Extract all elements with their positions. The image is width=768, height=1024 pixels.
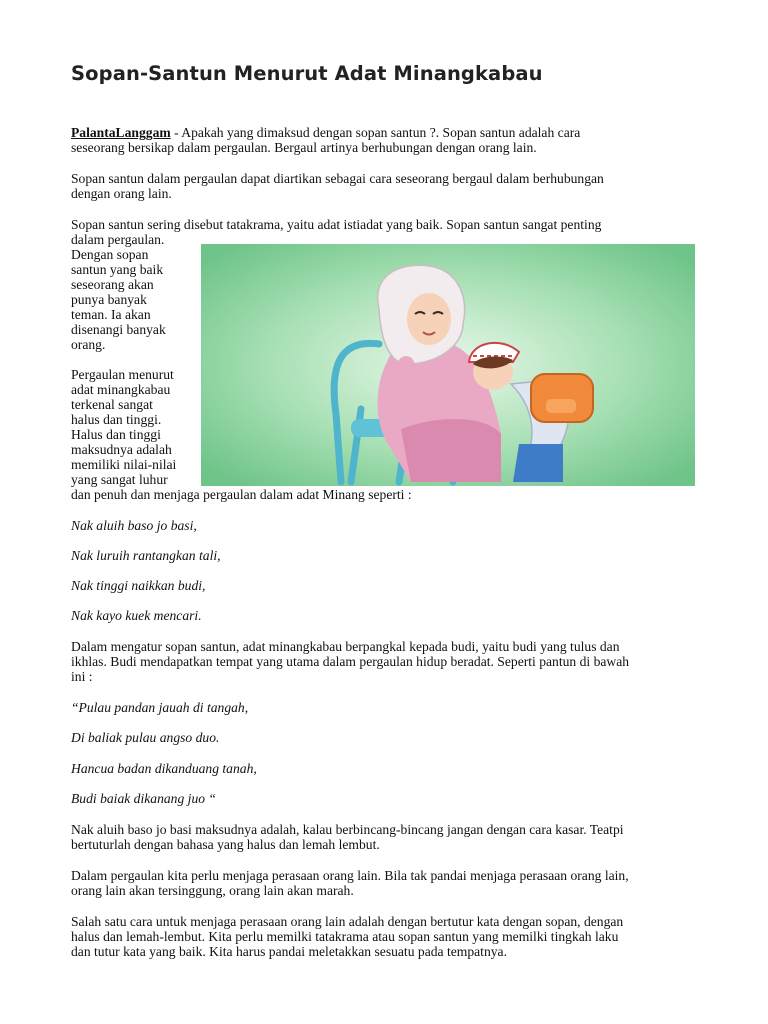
- illustration-mother-child: [201, 244, 695, 486]
- paragraph-line: terkenal sangat: [71, 397, 153, 412]
- paragraph-line: Nak aluih baso jo basi maksudnya adalah, kalau berbincang-bincang jangan dengan cara kasar. Teatpi: [71, 822, 624, 837]
- paragraph-line: orang.: [71, 337, 106, 352]
- paragraph-line: dan tutur kata yang baik. Kita harus pandai meletakkan sesuatu pada tempatnya.: [71, 944, 507, 959]
- paragraph-line: Sopan santun dalam pergaulan dapat diartikan sebagai cara seseorang bergaul dalam berhubungan: [71, 171, 604, 186]
- paragraph-line: dengan orang lain.: [71, 186, 172, 201]
- verse-line: Budi baiak dikanang juo “: [71, 791, 216, 806]
- mother-skirt: [401, 419, 501, 482]
- verse-line: Nak tinggi naikkan budi,: [71, 578, 206, 593]
- paragraph-line: adat minangkabau: [71, 382, 171, 397]
- paragraph-line: dan penuh dan menjaga pergaulan dalam adat Minang seperti :: [71, 487, 412, 502]
- verse-line: Hancua badan dikanduang tanah,: [71, 761, 257, 776]
- verse-line: “Pulau pandan jauah di tangah,: [71, 700, 249, 715]
- paragraph-line: disenangi banyak: [71, 322, 166, 337]
- verse-line: Di baliak pulau angso duo.: [71, 730, 220, 745]
- paragraph-line: halus dan lemah-lembut. Kita perlu memilki tatakrama atau sopan santun yang memilki tingkah laku: [71, 929, 619, 944]
- paragraph-line: halus dan tinggi.: [71, 412, 162, 427]
- paragraph-line: ikhlas. Budi mendapatkan tempat yang utama dalam pergaulan hidup beradat. Seperti pantun di bawah: [71, 654, 630, 669]
- backpack-pocket: [546, 399, 576, 413]
- paragraph-line: seseorang akan: [71, 277, 154, 292]
- paragraph-line: dalam pergaulan.: [71, 232, 165, 247]
- paragraph-line: maksudnya adalah: [71, 442, 172, 457]
- paragraph-line: yang sangat luhur: [71, 472, 168, 487]
- paragraph-line: teman. Ia akan: [71, 307, 151, 322]
- paragraph-line: bertuturlah dengan bahasa yang halus dan lemah lembut.: [71, 837, 380, 852]
- paragraph-line: punya banyak: [71, 292, 147, 307]
- source-name: PalantaLanggam: [71, 125, 171, 140]
- paragraph-line: ini :: [71, 669, 93, 684]
- child-pants: [513, 444, 563, 482]
- paragraph-line: orang lain akan tersinggung, orang lain akan marah.: [71, 883, 354, 898]
- paragraph-line: Dalam pergaulan kita perlu menjaga perasaan orang lain. Bila tak pandai menjaga perasaan orang lain,: [71, 868, 629, 883]
- child-backpack: [531, 374, 593, 422]
- paragraph-line: memiliki nilai-nilai: [71, 457, 177, 472]
- paragraph-line: Halus dan tinggi: [71, 427, 161, 442]
- mother-face: [407, 293, 451, 345]
- paragraph-line: Pergaulan menurut: [71, 367, 174, 382]
- verse-line: Nak kayo kuek mencari.: [71, 608, 202, 623]
- paragraph-line: Sopan santun sering disebut tatakrama, yaitu adat istiadat yang baik. Sopan santun sangat penting: [71, 217, 602, 232]
- verse-line: Nak aluih baso jo basi,: [71, 518, 197, 533]
- paragraph-line: Dengan sopan: [71, 247, 149, 262]
- page-title: Sopan-Santun Menurut Adat Minangkabau: [71, 62, 543, 85]
- paragraph-line: Dalam mengatur sopan santun, adat minangkabau berpangkal kepada budi, yaitu budi yang tulus dan: [71, 639, 620, 654]
- verse-line: Nak luruih rantangkan tali,: [71, 548, 221, 563]
- paragraph-line: santun yang baik: [71, 262, 164, 277]
- paragraph-line: seseorang bersikap dalam pergaulan. Bergaul artinya berhubungan dengan orang lain.: [71, 140, 537, 155]
- paragraph-line: Salah satu cara untuk menjaga perasaan orang lain adalah dengan bertutur kata dengan sopan, dengan: [71, 914, 624, 929]
- paragraph-line: [71, 125, 580, 140]
- intro-text: - Apakah yang dimaksud dengan sopan santun ?. Sopan santun adalah cara: [170, 125, 581, 140]
